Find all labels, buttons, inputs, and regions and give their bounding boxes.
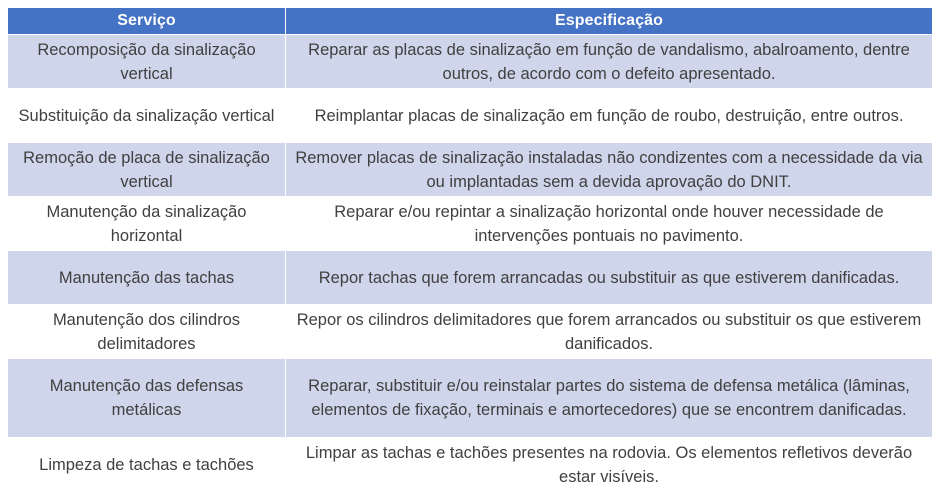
- table-row: [8, 197, 933, 251]
- cell-servico: Remoção de placa de sinalização vertical: [8, 143, 286, 197]
- services-table-container: [7, 7, 932, 492]
- services-table: [7, 7, 933, 492]
- cell-especificacao: Reparar, substituir e/ou reinstalar partes do sistema de defensa metálica (lâminas, elementos de fixação, terminais e amortecedores) que se encontrem danificadas.: [286, 359, 933, 438]
- table-row: [8, 359, 933, 438]
- cell-servico: Manutenção das defensas metálicas: [8, 359, 286, 438]
- table-body: [8, 35, 933, 492]
- table-row: [8, 438, 933, 492]
- cell-especificacao: Limpar as tachas e tachões presentes na rodovia. Os elementos refletivos deverão estar visíveis.: [286, 438, 933, 492]
- cell-servico: Manutenção dos cilindros delimitadores: [8, 305, 286, 359]
- cell-especificacao: Reimplantar placas de sinalização em função de roubo, destruição, entre outros.: [286, 89, 933, 143]
- header-row: [8, 8, 933, 35]
- header-servico: Serviço: [8, 8, 286, 35]
- cell-especificacao: Remover placas de sinalização instaladas não condizentes com a necessidade da via ou implantadas sem a devida aprovação do DNIT.: [286, 143, 933, 197]
- cell-especificacao: Repor tachas que forem arrancadas ou substituir as que estiverem danificadas.: [286, 251, 933, 305]
- header-especificacao: Especificação: [286, 8, 933, 35]
- cell-servico: Substituição da sinalização vertical: [8, 89, 286, 143]
- table-row: [8, 89, 933, 143]
- cell-especificacao: Reparar e/ou repintar a sinalização horizontal onde houver necessidade de intervenções pontuais no pavimento.: [286, 197, 933, 251]
- cell-especificacao: Repor os cilindros delimitadores que forem arrancados ou substituir os que estiverem danificados.: [286, 305, 933, 359]
- cell-servico: Limpeza de tachas e tachões: [8, 438, 286, 492]
- cell-servico: Manutenção da sinalização horizontal: [8, 197, 286, 251]
- table-row: [8, 251, 933, 305]
- cell-especificacao: Reparar as placas de sinalização em função de vandalismo, abalroamento, dentre outros, de acordo com o defeito apresentado.: [286, 35, 933, 89]
- table-header: [8, 8, 933, 35]
- table-row: [8, 35, 933, 89]
- cell-servico: Recomposição da sinalização vertical: [8, 35, 286, 89]
- table-row: [8, 305, 933, 359]
- cell-servico: Manutenção das tachas: [8, 251, 286, 305]
- table-row: [8, 143, 933, 197]
